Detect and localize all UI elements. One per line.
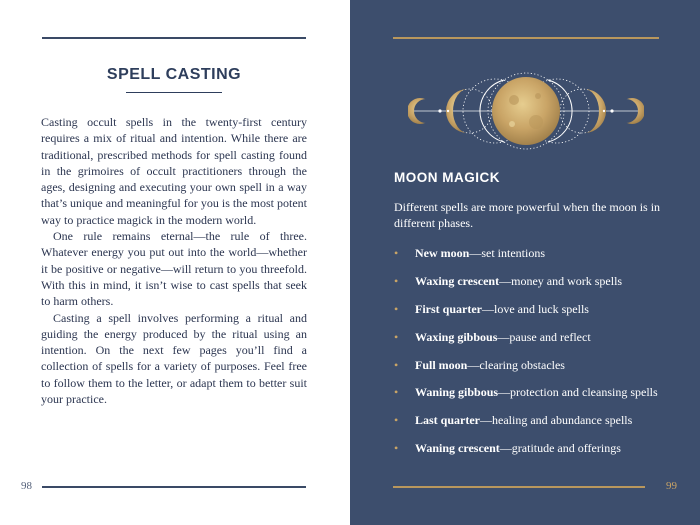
phase-name: Waning gibbous <box>415 385 499 400</box>
bullet-icon: • <box>394 273 399 288</box>
list-item <box>394 357 674 385</box>
list-item <box>394 440 674 468</box>
bullet-icon: • <box>394 329 399 344</box>
bottom-rule <box>42 486 306 488</box>
phase-name: Waxing gibbous <box>415 329 498 344</box>
top-rule-gold <box>393 37 659 39</box>
phase-description: —clearing obstacles <box>467 357 565 372</box>
phase-description: —love and luck spells <box>481 301 589 316</box>
list-item <box>394 245 674 273</box>
page-title: SPELL CASTING <box>106 66 242 83</box>
page-number-left: 98 <box>21 480 32 492</box>
section-heading: MOON MAGICK <box>394 170 500 185</box>
bullet-icon: • <box>394 246 399 260</box>
phase-name: Full moon <box>415 357 468 372</box>
bullet-icon: • <box>394 441 399 456</box>
bullet-icon: • <box>394 357 399 372</box>
bullet-icon: • <box>394 413 399 428</box>
phase-description: —protection and cleansing spells <box>498 385 658 400</box>
paragraph-intro: Casting occult spells in the twenty-first century requires a mix of ritual and intention. While there are traditional, prescribed methods for spell casting found in the grimoires of occult practitioners through the ages, designing and executing your own spell in a way that’s unique and meaningful for you is the most potent way to practice magick in the modern world. <box>41 115 307 227</box>
list-item <box>394 412 674 440</box>
phase-description: —set intentions <box>469 246 545 260</box>
phase-description: —pause and reflect <box>497 329 591 344</box>
phase-name: First quarter <box>415 301 482 316</box>
phase-name: New moon <box>415 246 470 260</box>
list-item <box>394 384 674 412</box>
right-page <box>350 0 700 525</box>
list-item <box>394 273 674 301</box>
moon-phase-list <box>394 245 674 468</box>
phase-name: Waxing crescent <box>415 273 500 288</box>
phase-description: —healing and abundance spells <box>480 413 633 428</box>
phase-name: Last quarter <box>415 413 480 428</box>
phase-description: —gratitude and offerings <box>499 441 621 456</box>
bullet-icon: • <box>394 301 399 316</box>
bottom-rule-gold <box>393 486 645 488</box>
moon-phases-illustration <box>408 66 644 156</box>
phase-description: —money and work spells <box>499 273 623 288</box>
page-number-right: 99 <box>666 480 677 492</box>
body-text <box>41 114 307 407</box>
intro-text: Different spells are more powerful when the moon is in different phases. <box>394 200 661 230</box>
top-rule <box>42 37 306 39</box>
bullet-icon: • <box>394 385 399 400</box>
paragraph-casting: Casting a spell involves performing a ritual and guiding the energy produced by the ritual using an intention. On the next few pages you’ll find a collection of spells for a variety of purposes. Feel free to follow them to the letter, or adapt them to better suit your practice. <box>41 310 307 407</box>
list-item <box>394 301 674 329</box>
phase-name: Waning crescent <box>415 441 500 456</box>
title-underline <box>126 92 222 93</box>
list-item <box>394 329 674 357</box>
paragraph-rule-of-three: One rule remains eternal—the rule of three. Whatever energy you put out into the world—whether it be positive or negative—will return to you threefold. With this in mind, it isn’t wise to cast spells that seek to harm others. <box>41 229 307 309</box>
